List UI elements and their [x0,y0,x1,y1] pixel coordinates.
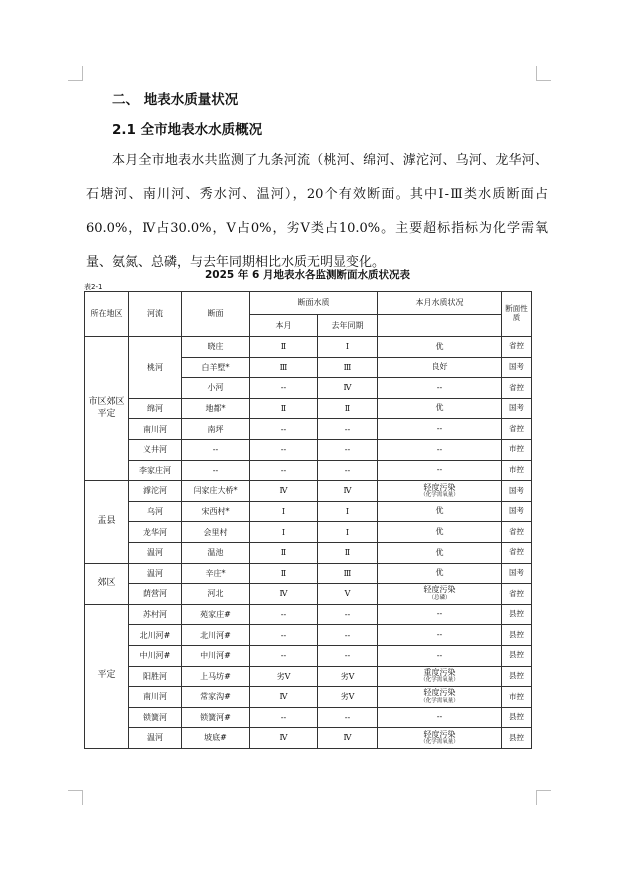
section-cell: 闫家庄大桥* [182,481,250,502]
last-year-quality-cell: Ⅱ [318,542,378,563]
status-cell [378,419,502,440]
status-cell [378,666,502,687]
current-quality-cell: -- [250,378,318,399]
nature-cell: 市控 [502,460,532,481]
status-text: -- [436,650,443,660]
nature-cell: 省控 [502,522,532,543]
nature-cell: 国考 [502,398,532,419]
river-cell: 北川河# [129,625,182,646]
status-cell [378,687,502,708]
section-subheading: 2.1 全市地表水水质概况 [112,122,263,138]
status-cell [378,645,502,666]
status-cell [378,625,502,646]
nature-cell: 国考 [502,357,532,378]
current-quality-cell: Ⅰ [250,522,318,543]
status-text: 优 [435,547,444,557]
last-year-quality-cell: -- [318,604,378,625]
table-row [85,584,532,605]
section-cell: 宋西村* [182,501,250,522]
current-quality-cell: Ⅳ [250,481,318,502]
section-cell: 苑家庄# [182,604,250,625]
table-row [85,337,532,358]
current-quality-cell: 劣Ⅴ [250,666,318,687]
river-cell: 阳胜河 [129,666,182,687]
status-text: 轻度污染 [423,688,456,698]
last-year-quality-cell: 劣Ⅴ [318,666,378,687]
nature-cell: 国考 [502,501,532,522]
header-district: 所在地区 [85,292,129,337]
status-cell [378,563,502,584]
last-year-quality-cell: Ⅳ [318,378,378,399]
river-cell: 温河 [129,728,182,749]
status-cell [378,728,502,749]
table-header-row [85,292,532,315]
river-cell: 中川河# [129,645,182,666]
river-cell: 龙华河 [129,522,182,543]
nature-cell: 省控 [502,378,532,399]
last-year-quality-cell: Ⅴ [318,584,378,605]
status-text: 优 [435,341,444,351]
nature-cell: 国考 [502,481,532,502]
current-quality-cell: -- [250,460,318,481]
last-year-quality-cell: -- [318,625,378,646]
crop-mark-bottom-left [68,790,83,805]
section-heading: 二、 地表水质量状况 [112,92,239,108]
status-text: 优 [435,403,444,413]
header-current: 本月 [250,315,318,337]
last-year-quality-cell: Ⅰ [318,501,378,522]
nature-cell: 市控 [502,687,532,708]
section-cell: 小河 [182,378,250,399]
section-cell: 南坪 [182,419,250,440]
current-quality-cell: -- [250,645,318,666]
section-cell: 白羊墅* [182,357,250,378]
river-cell: 苏村河 [129,604,182,625]
header-status: 本月水质状况 [378,292,502,315]
current-quality-cell: Ⅳ [250,687,318,708]
river-cell: 桃河 [129,337,182,399]
table-row [85,687,532,708]
last-year-quality-cell: Ⅲ [318,357,378,378]
section-cell: 坡底# [182,728,250,749]
status-note: （化学需氧量） [420,491,459,498]
river-cell: 锁簧河 [129,707,182,728]
table-row [85,419,532,440]
nature-cell: 县控 [502,707,532,728]
current-quality-cell: Ⅱ [250,337,318,358]
current-quality-cell: Ⅳ [250,728,318,749]
section-cell: -- [182,439,250,460]
nature-cell: 省控 [502,584,532,605]
current-quality-cell: -- [250,419,318,440]
nature-cell: 市控 [502,439,532,460]
last-year-quality-cell: 劣Ⅴ [318,687,378,708]
status-text: -- [436,465,443,475]
header-section: 断面 [182,292,250,337]
status-cell [378,542,502,563]
river-cell: 温河 [129,542,182,563]
status-text: -- [436,423,443,433]
section-cell: 北川河# [182,625,250,646]
status-text: 优 [435,568,444,578]
river-cell: 滹沱河 [129,481,182,502]
status-cell [378,707,502,728]
last-year-quality-cell: -- [318,645,378,666]
table-row [85,481,532,502]
current-quality-cell: Ⅰ [250,501,318,522]
status-note: （化学需氧量） [420,697,459,704]
status-text: 良好 [431,362,448,372]
water-quality-table [84,291,532,749]
last-year-quality-cell: -- [318,419,378,440]
last-year-quality-cell: Ⅰ [318,337,378,358]
current-quality-cell: Ⅳ [250,584,318,605]
section-cell: 晓庄 [182,337,250,358]
last-year-quality-cell: Ⅲ [318,563,378,584]
section-cell: 地都* [182,398,250,419]
crop-mark-top-left [68,66,83,81]
table-row [85,522,532,543]
table-row [85,398,532,419]
section-cell: -- [182,460,250,481]
nature-cell: 县控 [502,728,532,749]
status-text: -- [436,609,443,619]
status-text: 轻度污染 [423,585,456,595]
section-cell: 河北 [182,584,250,605]
status-text: -- [436,444,443,454]
river-cell: 南川河 [129,419,182,440]
last-year-quality-cell: Ⅳ [318,481,378,502]
status-text: 重度污染 [423,667,456,677]
crop-mark-top-right [536,66,551,81]
district-cell: 郊区 [85,563,129,604]
table-row [85,501,532,522]
current-quality-cell: Ⅲ [250,357,318,378]
section-cell: 中川河# [182,645,250,666]
status-text: 轻度污染 [423,729,456,739]
table-row [85,666,532,687]
crop-mark-bottom-right [536,790,551,805]
current-quality-cell: -- [250,625,318,646]
table-row [85,439,532,460]
status-text: -- [436,629,443,639]
header-last-year: 去年同期 [318,315,378,337]
status-cell [378,501,502,522]
status-text: 优 [435,526,444,536]
current-quality-cell: -- [250,439,318,460]
header-nature: 断面性质 [502,292,532,337]
current-quality-cell: Ⅱ [250,563,318,584]
section-cell: 温池 [182,542,250,563]
section-cell: 辛庄* [182,563,250,584]
current-quality-cell: -- [250,604,318,625]
table-row [85,645,532,666]
table-row [85,542,532,563]
nature-cell: 国考 [502,563,532,584]
header-river: 河流 [129,292,182,337]
header-status-blank [378,315,502,337]
river-cell: 荫营河 [129,584,182,605]
district-cell: 市区郊区平定 [85,337,129,481]
nature-cell: 县控 [502,625,532,646]
section-cell: 上马坊# [182,666,250,687]
district-cell: 盂县 [85,481,129,563]
status-note: （化学需氧量） [420,739,459,746]
river-cell: 李家庄河 [129,460,182,481]
section-cell: 锁簧河# [182,707,250,728]
table-number: 表2-1 [84,283,103,291]
river-cell: 绵河 [129,398,182,419]
table-row [85,563,532,584]
status-cell [378,584,502,605]
status-text: 轻度污染 [423,482,456,492]
status-text: -- [436,382,443,392]
river-cell: 温河 [129,563,182,584]
status-text: -- [436,712,443,722]
status-cell [378,604,502,625]
river-cell: 南川河 [129,687,182,708]
table-row [85,460,532,481]
nature-cell: 县控 [502,666,532,687]
status-cell [378,522,502,543]
last-year-quality-cell: Ⅳ [318,728,378,749]
river-cell: 乌河 [129,501,182,522]
table-row [85,707,532,728]
nature-cell: 省控 [502,542,532,563]
overview-paragraph: 本月全市地表水共监测了九条河流（桃河、绵河、滹沱河、乌河、龙华河、石塘河、南川河、秀水河、温河），20个有效断面。其中Ⅰ-Ⅲ类水质断面占60.0%，Ⅳ占30.0%，Ⅴ占0%，劣Ⅴ类占10.0%。主要超标指标为化学需氧量、氨氮、总磷，与去年同期相比水质无明显变化。 [86,153,548,270]
status-cell [378,357,502,378]
status-cell [378,460,502,481]
status-cell [378,439,502,460]
table-caption: 2025 年 6 月地表水各监测断面水质状况表 [205,269,410,281]
river-cell: 义井河 [129,439,182,460]
last-year-quality-cell: Ⅱ [318,398,378,419]
status-cell [378,398,502,419]
section-cell: 常家沟# [182,687,250,708]
header-quality: 断面水质 [250,292,378,315]
current-quality-cell: Ⅱ [250,542,318,563]
nature-cell: 县控 [502,604,532,625]
status-note: （总磷） [428,594,451,601]
last-year-quality-cell: -- [318,439,378,460]
nature-cell: 省控 [502,337,532,358]
nature-cell: 省控 [502,419,532,440]
table-row [85,604,532,625]
current-quality-cell: -- [250,707,318,728]
table-row [85,728,532,749]
table-row [85,625,532,646]
last-year-quality-cell: -- [318,707,378,728]
section-cell: 会里村 [182,522,250,543]
district-cell: 平定 [85,604,129,748]
current-quality-cell: Ⅱ [250,398,318,419]
status-cell [378,337,502,358]
nature-cell: 县控 [502,645,532,666]
status-text: 优 [435,506,444,516]
last-year-quality-cell: -- [318,460,378,481]
status-cell [378,481,502,502]
status-note: （化学需氧量） [420,677,459,684]
last-year-quality-cell: Ⅰ [318,522,378,543]
status-cell [378,378,502,399]
